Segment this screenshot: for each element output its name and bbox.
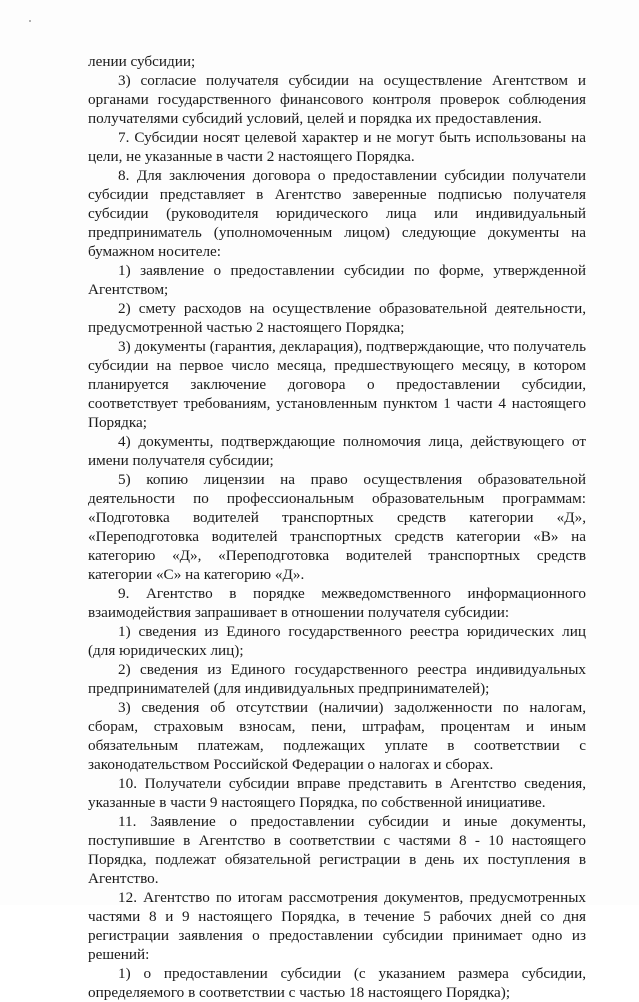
paragraph: 3) согласие получателя субсидии на осуществление Агентством и органами государственного финансового контроля проверок соблюдения получателями субсидий условий, целей и порядка их предоставления. <box>88 72 586 127</box>
paragraph: 7. Субсидии носят целевой характер и не могут быть использованы на цели, не указанные в части 2 настоящего Порядка. <box>88 129 586 165</box>
paragraph: 4) документы, подтверждающие полномочия лица, действующего от имени получателя субсидии; <box>88 433 586 469</box>
document-body <box>88 52 586 1002</box>
paragraph: 1) сведения из Единого государственного реестра юридических лиц (для юридических лиц); <box>88 623 586 659</box>
paragraph: 11. Заявление о предоставлении субсидии и иные документы, поступившие в Агентство в соответствии с частями 8 - 10 настоящего Порядка, подлежат обязательной регистрации в день их поступления в Агентство. <box>88 813 586 887</box>
paragraph: 1) о предоставлении субсидии (с указанием размера субсидии, определяемого в соответствии с частью 18 настоящего Порядка); <box>88 965 586 1001</box>
paragraph: 9. Агентство в порядке межведомственного информационного взаимодействия запрашивает в отношении получателя субсидии: <box>88 585 586 621</box>
paragraph: 3) документы (гарантия, декларация), подтверждающие, что получатель субсидии на первое число месяца, предшествующего месяцу, в котором планируется заключение договора о предоставлении субсидии, соответствует требованиям, установленным пунктом 1 части 4 настоящего Порядка; <box>88 338 586 431</box>
paragraph: 3) сведения об отсутствии (наличии) задолженности по налогам, сборам, страховым взносам, пени, штрафам, процентам и иным обязательным платежам, подлежащих уплате в соответствии с законодательством Российской Федерации о налогах и сборах. <box>88 699 586 773</box>
paragraph: 2) сведения из Единого государственного реестра индивидуальных предпринимателей (для индивидуальных предпринимателей); <box>88 661 586 697</box>
paragraph-continuation: лении субсидии; <box>88 53 196 70</box>
paragraph: 12. Агентство по итогам рассмотрения документов, предусмотренных частями 8 и 9 настоящего Порядка, в течение 5 рабочих дней со дня регистрации заявления о предоставлении субсидии принимает одно из решений: <box>88 889 586 963</box>
paragraph: 2) смету расходов на осуществление образовательной деятельности, предусмотренной частью 2 настоящего Порядка; <box>88 300 586 336</box>
scan-speck <box>29 20 31 22</box>
paragraph: 1) заявление о предоставлении субсидии по форме, утвержденной Агентством; <box>88 262 586 298</box>
paragraph: 5) копию лицензии на право осуществления образовательной деятельности по профессиональным образовательным программам: «Подготовка водителей транспортных средств категории «Д», «Переподготовка водителей транспортных средств категории «В» на категорию «Д», «Переподготовка водителей транспортных средств категории «С» на категорию «Д». <box>88 471 586 583</box>
paragraph: 8. Для заключения договора о предоставлении субсидии получатели субсидии представляет в Агентство заверенные подписью получателя субсидии (руководителя юридического лица или индивидуальный предприниматель (уполномоченным лицом) следующие документы на бумажном носителе: <box>88 167 586 260</box>
paragraph: 10. Получатели субсидии вправе представить в Агентство сведения, указанные в части 9 настоящего Порядка, по собственной инициативе. <box>88 775 586 811</box>
